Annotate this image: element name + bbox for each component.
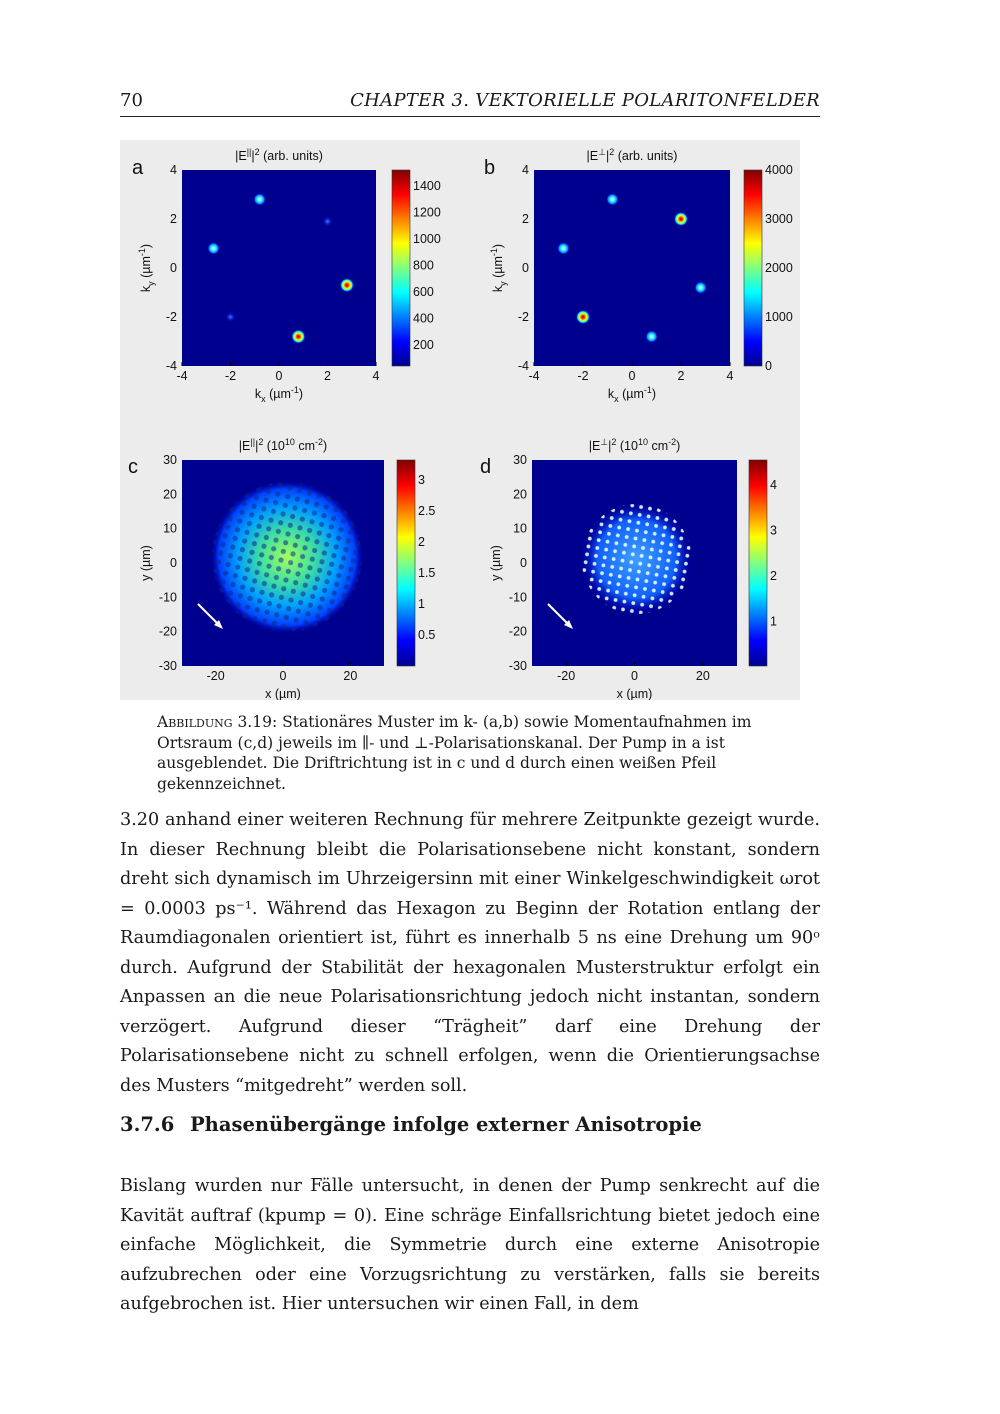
ytick-label-a-2: 0 bbox=[170, 261, 177, 275]
colorbar-tick-c-0: 3 bbox=[418, 473, 425, 487]
colorbar-a bbox=[392, 170, 410, 366]
section-number: 3.7.6 bbox=[120, 1113, 175, 1136]
spot-b-0 bbox=[606, 193, 618, 205]
ytick-label-d-4: -10 bbox=[508, 590, 527, 605]
ytick-label-b-1: 2 bbox=[522, 212, 529, 226]
xtick-label-a-2: 0 bbox=[275, 369, 283, 383]
colorbar-tick-a-2: 1000 bbox=[413, 232, 441, 246]
ytick-label-a-0: 4 bbox=[170, 163, 177, 177]
figure-panels bbox=[128, 147, 793, 700]
plot-area-a bbox=[182, 170, 376, 366]
xtick-label-c-0: -20 bbox=[206, 669, 225, 683]
pattern-d bbox=[581, 503, 693, 615]
ytick-label-b-4: -4 bbox=[517, 359, 529, 373]
xaxis-label-c: x (µm) bbox=[265, 687, 301, 700]
ytick-label-c-2: 10 bbox=[163, 521, 177, 536]
colorbar-d bbox=[749, 460, 767, 666]
ytick-label-a-4: -4 bbox=[165, 359, 177, 373]
colorbar-tick-b-4: 0 bbox=[765, 359, 772, 373]
colorbar-tick-d-3: 1 bbox=[770, 614, 777, 629]
spot-b-4 bbox=[576, 310, 590, 324]
yaxis-label-c: y (µm) bbox=[139, 545, 153, 581]
plot-area-b bbox=[534, 170, 730, 366]
colorbar-tick-a-0: 1400 bbox=[413, 179, 441, 193]
body-paragraph-2: Bislang wurden nur Fälle untersucht, in denen der Pump senkrecht auf die Kavität auftraf (kpump = 0). Eine schräge Einfallsrichtung bietet jedoch eine einfache Möglichkeit, die Symmetrie durch eine externe Anisotropie aufzubrechen oder eine Vorzugsrichtung zu verstärken, falls sie bereits aufgebrochen ist. Hier untersuchen wir einen Fall, in dem bbox=[120, 1176, 820, 1314]
panel-a bbox=[132, 147, 441, 404]
colorbar-tick-c-1: 2.5 bbox=[418, 504, 436, 518]
colorbar-tick-c-2: 2 bbox=[418, 535, 425, 549]
colorbar-tick-b-1: 3000 bbox=[765, 212, 793, 226]
spot-a-3 bbox=[340, 278, 354, 292]
colorbar-tick-a-5: 400 bbox=[413, 311, 434, 326]
running-header bbox=[120, 90, 820, 117]
colorbar-c bbox=[397, 460, 415, 666]
ytick-label-c-0: 30 bbox=[163, 453, 177, 467]
spot-a-5 bbox=[291, 330, 305, 344]
body-paragraph-1: 3.20 anhand einer weiteren Rechnung für mehrere Zeitpunkte gezeigt wurde. In dieser Rechnung bleibt die Polarisationsebene nicht konstant, sondern dreht sich dynamisch im Uhrzeigersinn mit einer Winkelgeschwindigkeit ωrot = 0.0003 ps⁻¹. Während das Hexagon zu Beginn der Rotation entlang der Raumdiagonalen orientiert ist, führt es innerhalb 5 ns eine Drehung um 90ᵒ durch. Aufgrund der Stabilität der hexagonalen Musterstruktur erfolgt ein Anpassen an die neue Polarisationsrichtung jedoch nicht instantan, sondern verzögert. Aufgrund dieser “Trägheit” darf eine Drehung der Polarisationsebene nicht zu schnell erfolgen, wenn die Orientierungsachse des Musters “mitgedreht” werden soll. bbox=[120, 810, 820, 1096]
xaxis-label-a: $k_x$ (µm$^{-1}$) bbox=[254, 385, 304, 404]
pattern-c bbox=[211, 481, 363, 633]
spot-b-1 bbox=[674, 212, 688, 226]
spot-b-5 bbox=[646, 331, 658, 343]
ytick-label-c-3: 0 bbox=[170, 556, 177, 570]
ytick-label-c-1: 20 bbox=[163, 487, 177, 502]
colorbar-tick-b-2: 2000 bbox=[765, 261, 793, 275]
colorbar-tick-d-0: 4 bbox=[770, 478, 777, 492]
chapter-title: CHAPTER 3. VEKTORIELLE POLARITONFELDER bbox=[350, 90, 820, 111]
spot-a-1 bbox=[323, 216, 333, 226]
panel-b bbox=[484, 147, 793, 404]
yaxis-label-a: $k_y$ (µm$^{-1}$) bbox=[137, 243, 156, 293]
colorbar-tick-c-4: 1 bbox=[418, 597, 425, 611]
panel-title-a: $|E^{||}|^2$ (arb. units) bbox=[235, 147, 323, 163]
colorbar-tick-b-0: 4000 bbox=[765, 163, 793, 177]
section-title: Phasenübergänge infolge externer Anisotropie bbox=[190, 1113, 702, 1136]
panel-title-b: $|E^\perp|^2$ (arb. units) bbox=[586, 147, 678, 163]
page-number: 70 bbox=[120, 90, 143, 111]
spot-a-4 bbox=[226, 312, 236, 322]
colorbar-tick-a-4: 600 bbox=[413, 285, 434, 299]
colorbar-tick-c-3: 1.5 bbox=[418, 566, 436, 580]
panel-label-d: d bbox=[480, 456, 492, 478]
yaxis-label-d: y (µm) bbox=[489, 545, 503, 581]
colorbar-tick-d-2: 2 bbox=[770, 569, 777, 583]
panel-c bbox=[128, 437, 435, 700]
panel-label-b: b bbox=[484, 157, 496, 179]
xtick-label-d-0: -20 bbox=[557, 669, 576, 683]
ytick-label-c-5: -20 bbox=[158, 624, 177, 639]
xtick-label-b-0: -4 bbox=[528, 369, 540, 383]
xaxis-label-b: $k_x$ (µm$^{-1}$) bbox=[607, 385, 657, 404]
xtick-label-c-2: 20 bbox=[343, 669, 358, 683]
colorbar-tick-a-1: 1200 bbox=[413, 205, 441, 220]
colorbar-tick-b-3: 1000 bbox=[765, 310, 793, 324]
yaxis-label-b: $k_y$ (µm$^{-1}$) bbox=[489, 243, 508, 293]
ytick-label-d-2: 10 bbox=[513, 521, 527, 536]
ytick-label-b-0: 4 bbox=[522, 163, 529, 177]
spot-a-2 bbox=[208, 242, 220, 254]
ytick-label-b-2: 0 bbox=[522, 261, 529, 275]
ytick-label-c-4: -10 bbox=[158, 590, 177, 605]
colorbar-b bbox=[744, 170, 762, 366]
xtick-label-b-4: 4 bbox=[726, 369, 734, 383]
xtick-label-b-2: 0 bbox=[628, 369, 636, 383]
ytick-label-d-3: 0 bbox=[520, 556, 527, 570]
xaxis-label-d: x (µm) bbox=[616, 687, 653, 700]
figure-caption bbox=[157, 712, 797, 794]
ytick-label-d-6: -30 bbox=[508, 659, 527, 673]
spot-a-0 bbox=[254, 193, 266, 205]
panel-d bbox=[480, 437, 777, 700]
caption-label: Abbildung 3.19: bbox=[157, 713, 278, 731]
ytick-label-d-1: 20 bbox=[513, 487, 527, 502]
ytick-label-d-5: -20 bbox=[508, 624, 527, 639]
figure-3-19 bbox=[120, 140, 800, 700]
xtick-label-a-0: -4 bbox=[176, 369, 188, 383]
xtick-label-d-2: 20 bbox=[695, 669, 710, 683]
xtick-label-a-3: 2 bbox=[324, 369, 331, 383]
colorbar-tick-d-1: 3 bbox=[770, 523, 777, 538]
figure-canvas bbox=[120, 140, 800, 700]
colorbar-tick-a-6: 200 bbox=[413, 338, 434, 352]
xtick-label-d-1: 0 bbox=[631, 669, 638, 683]
xtick-label-a-1: -2 bbox=[224, 369, 237, 383]
spot-b-3 bbox=[695, 282, 707, 294]
ytick-label-b-3: -2 bbox=[517, 310, 529, 324]
caption-text: Stationäres Muster im k- (a,b) sowie Momentaufnahmen im Ortsraum (c,d) jeweils im ∥- und ⊥-Polarisationskanal. Der Pump in a ist ausgeblendet. Die Driftrichtung ist in c und d durch einen weißen Pfeil gekennzeichnet. bbox=[157, 713, 752, 793]
ytick-label-c-6: -30 bbox=[158, 659, 177, 673]
colorbar-tick-a-3: 800 bbox=[413, 258, 434, 273]
ytick-label-d-0: 30 bbox=[513, 453, 527, 467]
panel-title-d: $|E^\perp|^2$ ($10^{10}$ $cm^{-2}$) bbox=[588, 437, 681, 453]
xtick-label-b-3: 2 bbox=[677, 369, 685, 383]
ytick-label-a-3: -2 bbox=[165, 310, 177, 324]
panel-title-c: $|E^{||}|^2$ ($10^{10}$ $cm^{-2}$) bbox=[238, 437, 328, 453]
colorbar-tick-c-5: 0.5 bbox=[418, 628, 436, 642]
spot-b-2 bbox=[557, 242, 569, 254]
panel-label-c: c bbox=[128, 456, 138, 478]
ytick-label-a-1: 2 bbox=[170, 212, 177, 226]
xtick-label-a-4: 4 bbox=[372, 369, 380, 383]
xtick-label-c-1: 0 bbox=[279, 669, 287, 683]
panel-label-a: a bbox=[132, 157, 144, 179]
xtick-label-b-1: -2 bbox=[577, 369, 589, 383]
section-heading bbox=[120, 1113, 702, 1136]
